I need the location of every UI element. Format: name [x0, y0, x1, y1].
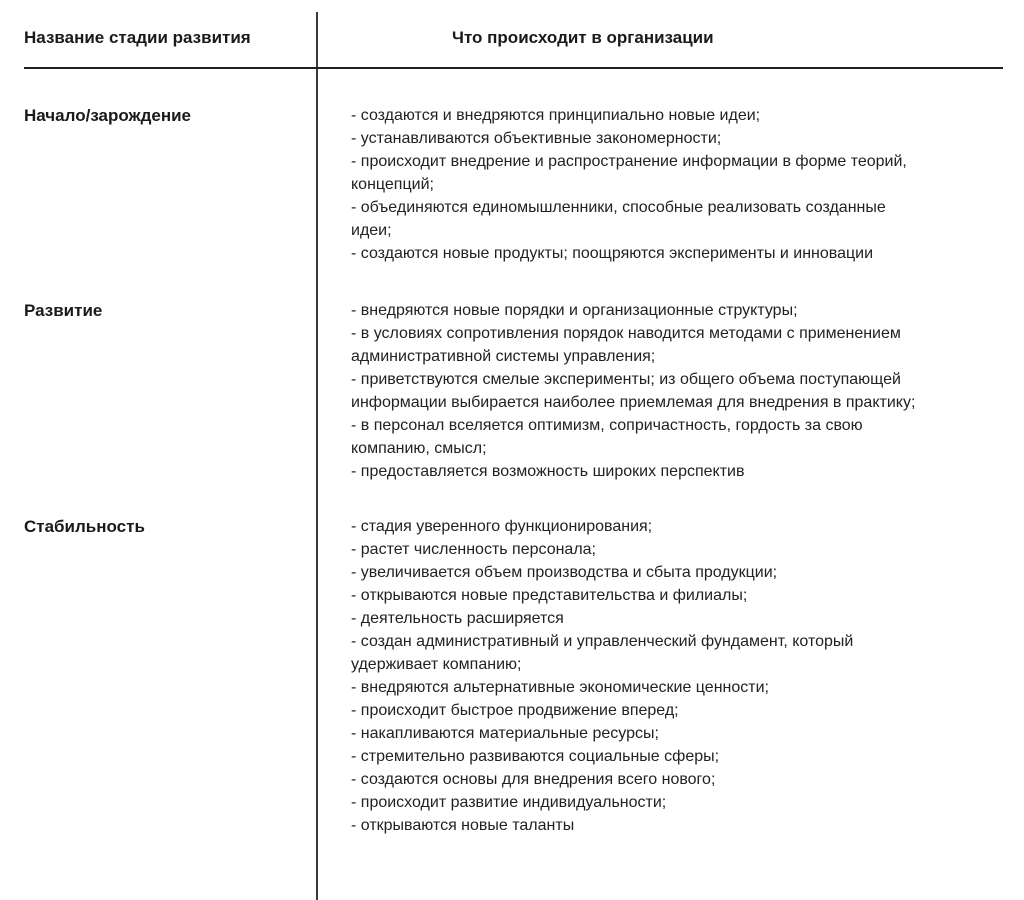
column-divider-vertical — [316, 12, 318, 900]
header-description: Что происходит в организации — [452, 28, 714, 47]
stage-name-beginning: Начало/зарождение — [24, 106, 192, 125]
header-stage-name: Название стадии развития — [24, 28, 251, 47]
description-line: удерживает компанию; — [351, 656, 522, 673]
description-line: - создаются и внедряются принципиально новые идеи; — [351, 107, 761, 124]
description-line: - деятельность расширяется — [351, 610, 564, 627]
description-line: - происходит внедрение и распространение информации в форме теорий, — [351, 153, 907, 170]
description-line: - предоставляется возможность широких перспектив — [351, 463, 745, 480]
description-line: - увеличивается объем производства и сбыта продукции; — [351, 564, 778, 581]
description-line: - создан административный и управленческий фундамент, который — [351, 633, 854, 650]
stage-description-development — [351, 299, 1011, 483]
stage-description-beginning — [351, 104, 1011, 265]
description-line: - растет численность персонала; — [351, 541, 596, 558]
description-line: информации выбирается наиболее приемлемая для внедрения в практику; — [351, 394, 916, 411]
description-line: - внедряются новые порядки и организационные структуры; — [351, 302, 798, 319]
header-divider-horizontal — [24, 67, 1003, 69]
stage-name-stability: Стабильность — [24, 517, 145, 536]
description-line: - накапливаются материальные ресурсы; — [351, 725, 659, 742]
stage-description-stability — [351, 515, 1011, 837]
description-line: - приветствуются смелые эксперименты; из общего объема поступающей — [351, 371, 901, 388]
stage-name-development: Развитие — [24, 301, 103, 320]
description-line: - происходит быстрое продвижение вперед; — [351, 702, 679, 719]
description-line: - создаются основы для внедрения всего нового; — [351, 771, 716, 788]
description-line: - устанавливаются объективные закономерности; — [351, 130, 722, 147]
description-line: компанию, смысл; — [351, 440, 487, 457]
description-line: - внедряются альтернативные экономические ценности; — [351, 679, 769, 696]
description-line: - открываются новые таланты — [351, 817, 575, 834]
description-line: - создаются новые продукты; поощряются эксперименты и инновации — [351, 245, 874, 262]
description-line: - в персонал вселяется оптимизм, сопричастность, гордость за свою — [351, 417, 863, 434]
description-line: - происходит развитие индивидуальности; — [351, 794, 667, 811]
description-line: - стремительно развиваются социальные сферы; — [351, 748, 720, 765]
description-line: - открываются новые представительства и филиалы; — [351, 587, 748, 604]
description-line: концепций; — [351, 176, 434, 193]
description-line: идеи; — [351, 222, 392, 239]
description-line: - в условиях сопротивления порядок наводится методами с применением — [351, 325, 901, 342]
description-line: - стадия уверенного функционирования; — [351, 518, 653, 535]
description-line: - объединяются единомышленники, способные реализовать созданные — [351, 199, 886, 216]
description-line: административной системы управления; — [351, 348, 656, 365]
